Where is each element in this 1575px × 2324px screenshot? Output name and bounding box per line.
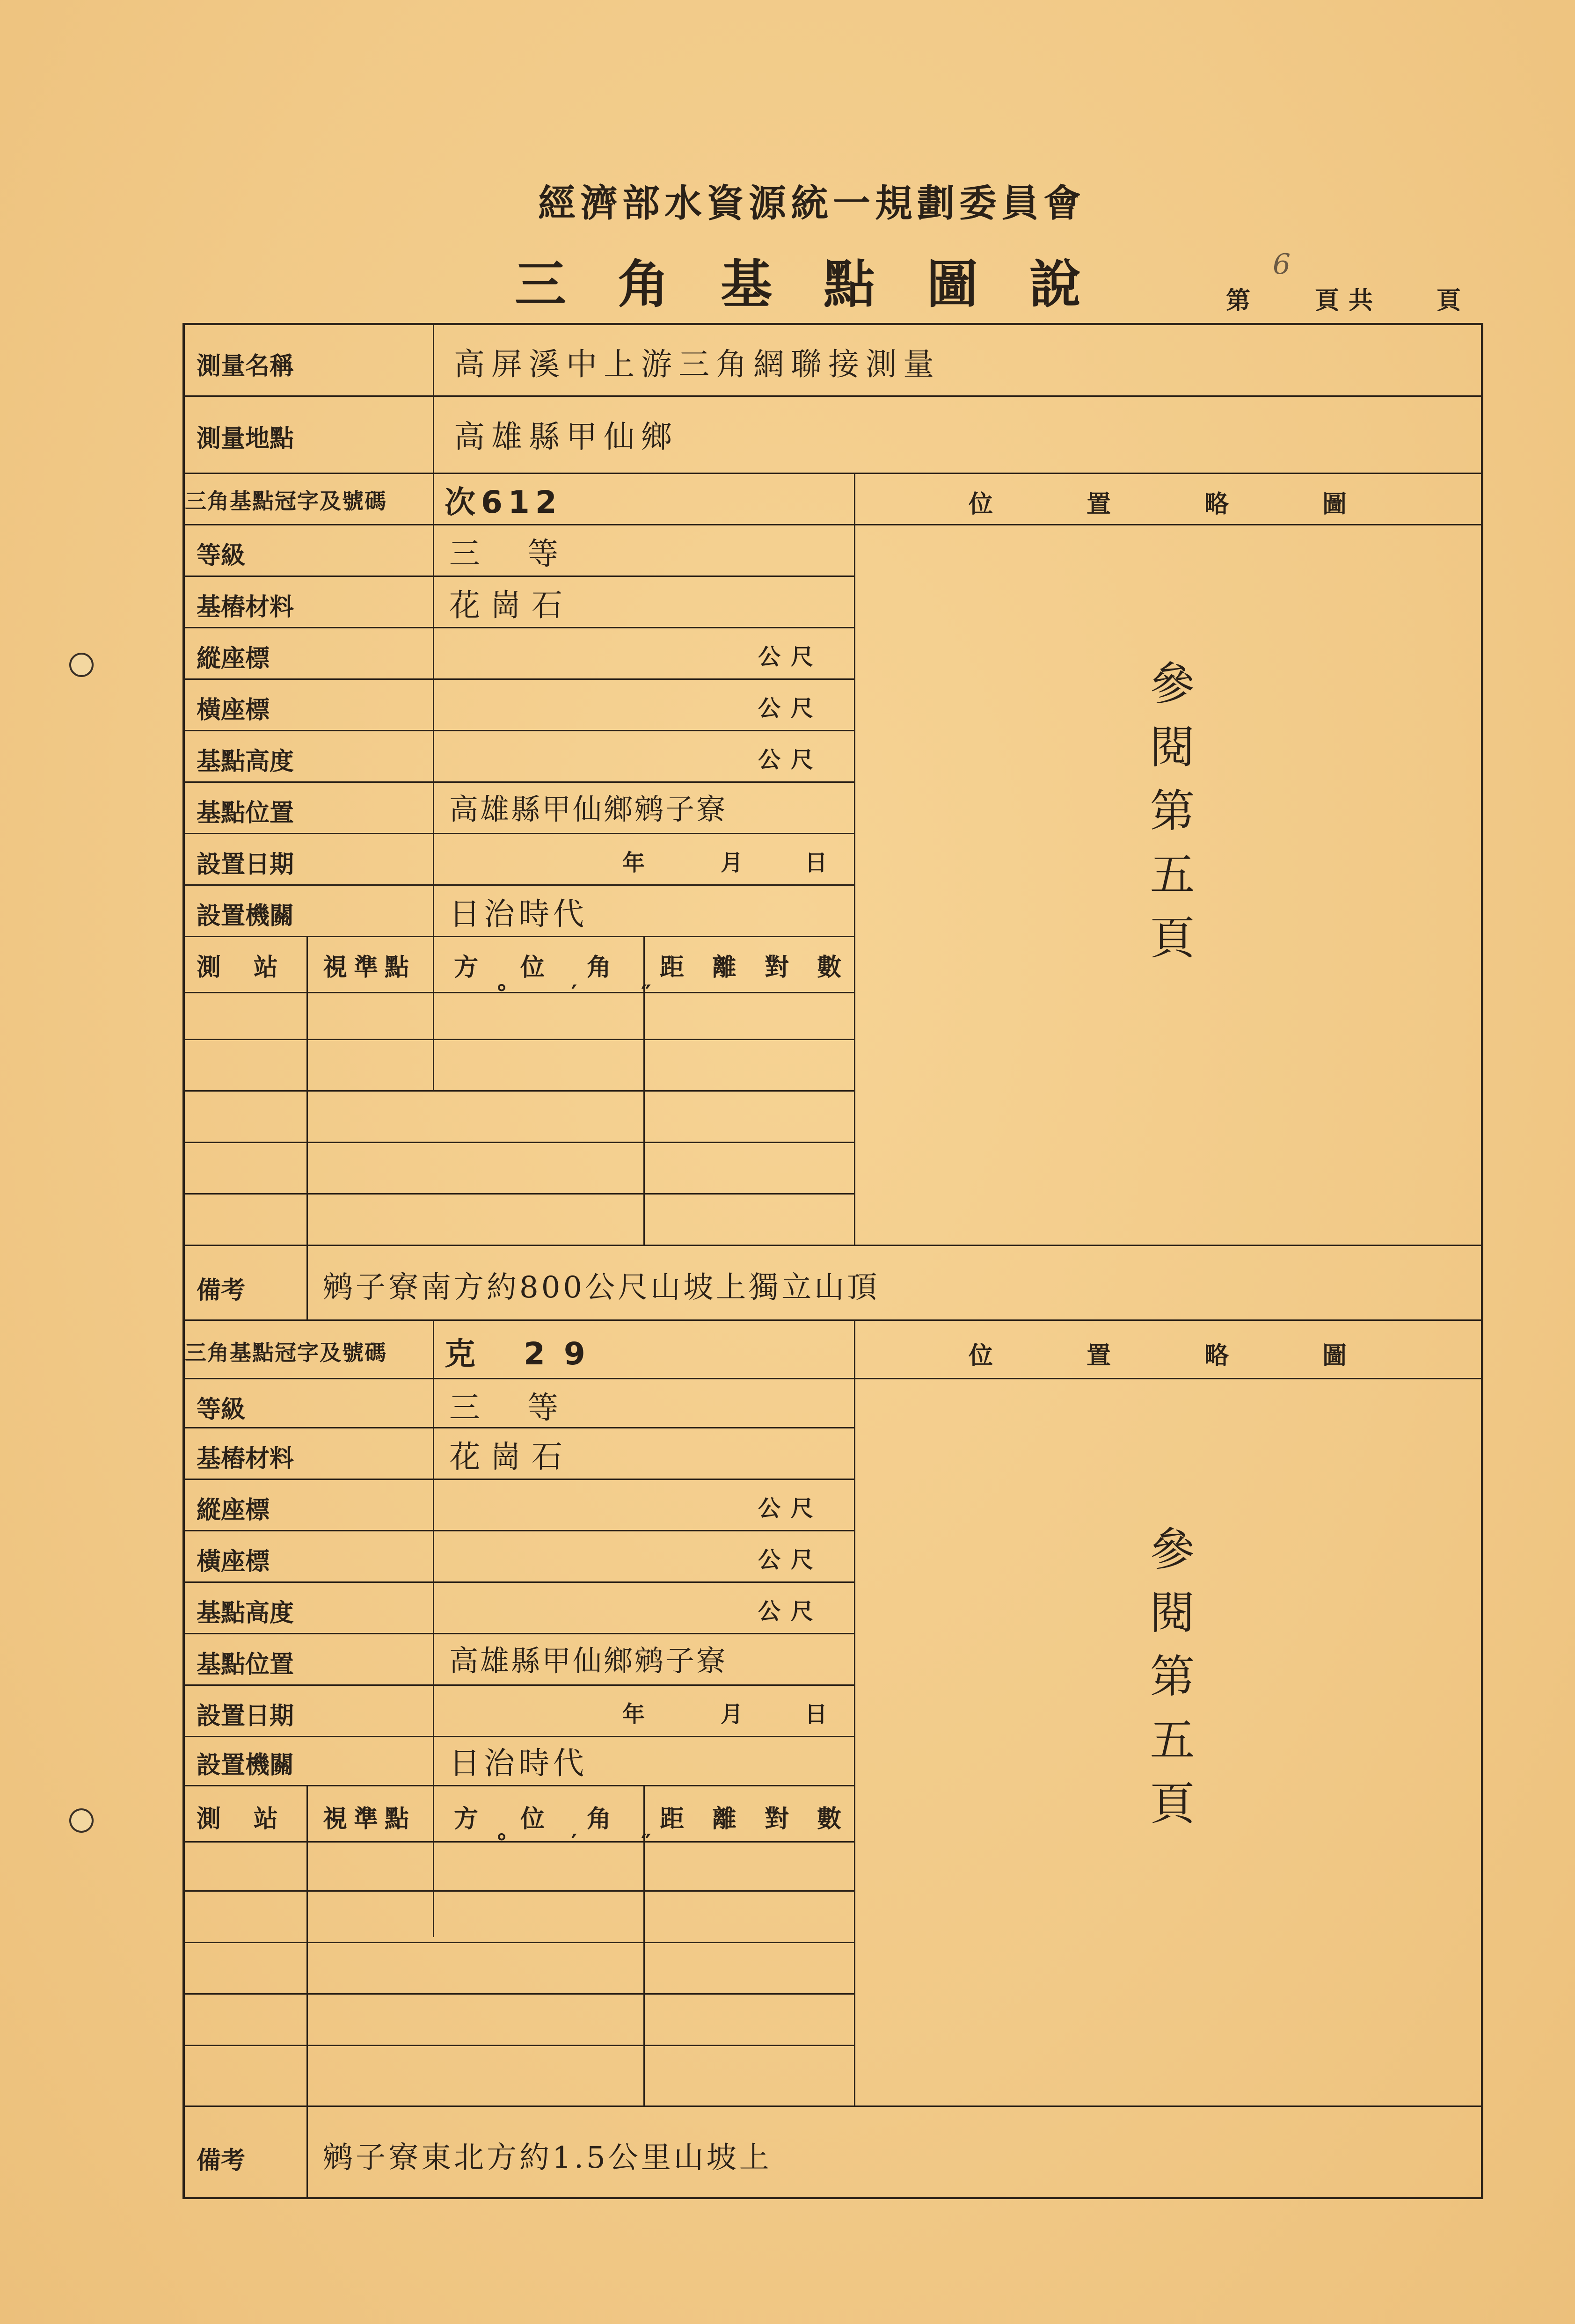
p2-easting-unit: 公尺 [758, 1547, 824, 1573]
binder-hole-bottom [69, 1808, 94, 1833]
p1-remark-label: 備考 [197, 1276, 246, 1304]
p2-location-label: 基點位置 [197, 1650, 294, 1679]
p1-day: 日 [805, 850, 828, 876]
p1-map-header: 位置略圖 [969, 490, 1441, 518]
p2-material-value: 花崗石 [449, 1439, 573, 1475]
p2-northing-unit: 公尺 [758, 1495, 824, 1522]
p1-location-value: 高雄縣甲仙鄉鹓子寮 [449, 792, 728, 826]
p2-angle-units: ° ′ ″ [496, 1829, 679, 1856]
survey-place-value: 高雄縣甲仙鄉 [454, 419, 678, 455]
p1-azimuth-header: 方位角 [454, 953, 654, 982]
p2-sight-header: 視準點 [323, 1805, 416, 1833]
p2-height-label: 基點高度 [197, 1599, 294, 1627]
p1-code-value: 次612 [445, 484, 562, 520]
p1-agency-value: 日治時代 [449, 896, 588, 932]
p1-material-value: 花崗石 [449, 587, 573, 623]
p2-location-value: 高雄縣甲仙鄉鹓子寮 [449, 1644, 728, 1678]
p1-date-label: 設置日期 [197, 850, 294, 879]
p2-remark-label: 備考 [197, 2146, 246, 2175]
p2-map-note: 參閱第五頁 [1143, 1525, 1195, 1843]
document-title: 三角基點圖說 [515, 254, 1132, 314]
p1-station-header: 測站 [197, 953, 311, 982]
p2-agency-label: 設置機關 [197, 1751, 294, 1779]
survey-place-label: 測量地點 [197, 424, 294, 453]
p1-log-header: 距離對數 [660, 953, 870, 982]
p2-remark-value: 鹓子寮東北方約1.5公里山坡上 [323, 2141, 772, 2175]
page-number: 6 [1273, 248, 1291, 281]
p1-northing-unit: 公尺 [758, 644, 824, 670]
p1-height-label: 基點高度 [197, 747, 294, 776]
p2-grade-label: 等級 [197, 1395, 246, 1424]
p2-date-label: 設置日期 [197, 1702, 294, 1730]
p2-year: 年 [622, 1701, 645, 1727]
p1-easting-unit: 公尺 [758, 695, 824, 721]
p1-map-note: 參閱第五頁 [1143, 660, 1195, 978]
p2-azimuth-header: 方位角 [454, 1805, 654, 1833]
p2-agency-value: 日治時代 [449, 1745, 588, 1781]
p2-code-label: 三角基點冠字及號碼 [185, 1340, 387, 1365]
p2-day: 日 [805, 1701, 828, 1727]
p2-log-header: 距離對數 [660, 1805, 870, 1833]
binder-hole-top [69, 653, 94, 677]
p1-location-label: 基點位置 [197, 799, 294, 827]
p2-height-unit: 公尺 [758, 1598, 824, 1625]
survey-name-value: 高屏溪中上游三角網聯接測量 [454, 346, 941, 382]
p1-angle-units: ° ′ ″ [496, 980, 679, 1006]
p1-height-unit: 公尺 [758, 747, 824, 773]
page-total-mid: 頁共 [1315, 286, 1383, 315]
p1-grade-value: 三 等 [449, 536, 577, 572]
p2-code-value: 克 29 [445, 1336, 604, 1372]
p1-material-label: 基樁材料 [197, 593, 294, 621]
p1-agency-label: 設置機關 [197, 902, 294, 930]
p2-month: 月 [721, 1701, 744, 1727]
p1-month: 月 [721, 850, 744, 876]
survey-name-label: 測量名稱 [197, 352, 294, 380]
p1-easting-label: 橫座標 [197, 696, 270, 724]
p1-code-label: 三角基點冠字及號碼 [185, 488, 387, 514]
organization-name: 經濟部水資源統一規劃委員會 [538, 181, 1086, 225]
p2-map-header: 位置略圖 [969, 1341, 1441, 1370]
p1-sight-header: 視準點 [323, 953, 416, 982]
p2-grade-value: 三 等 [449, 1390, 577, 1426]
p2-easting-label: 橫座標 [197, 1547, 270, 1576]
p2-material-label: 基樁材料 [197, 1444, 294, 1473]
p2-station-header: 測站 [197, 1805, 311, 1833]
page-suffix: 頁 [1436, 286, 1461, 315]
p1-grade-label: 等級 [197, 541, 246, 570]
p1-remark-value: 鹓子寮南方約800公尺山坡上獨立山頂 [323, 1270, 880, 1305]
page-no-prefix: 第 [1226, 286, 1251, 315]
p1-year: 年 [622, 850, 645, 876]
p1-northing-label: 縱座標 [197, 644, 270, 673]
p2-northing-label: 縱座標 [197, 1496, 270, 1524]
